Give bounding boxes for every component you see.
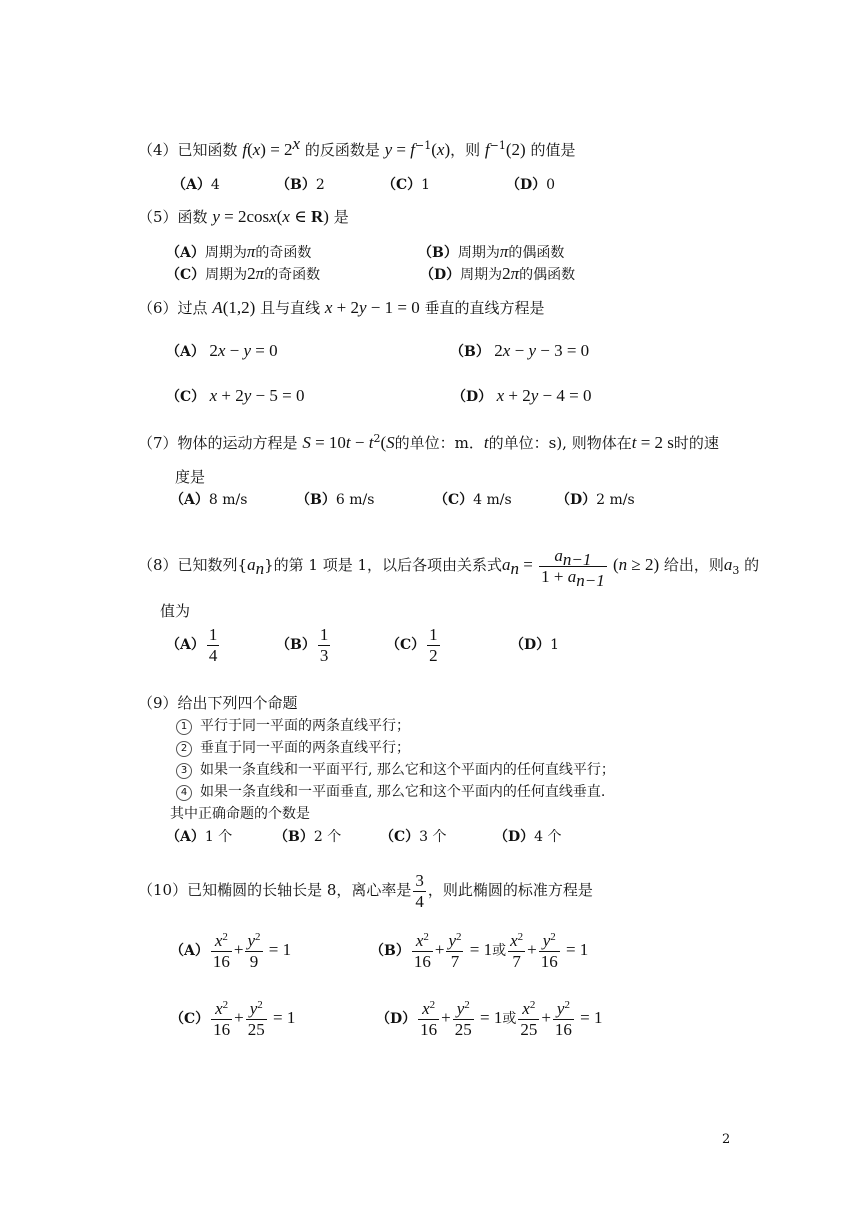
- question-number: （9）: [138, 694, 178, 712]
- option-a: （A）8 m/s: [170, 492, 248, 508]
- formula: f: [242, 140, 248, 159]
- option-c: （C） $\frac{1}{2}$: [386, 624, 438, 665]
- question-number: （8）: [138, 556, 178, 574]
- fraction: $\frac{a_{n-1}}{1 + a_{n-1}}$: [541, 545, 605, 590]
- formula: A: [212, 298, 223, 317]
- option-d: （D）1: [510, 637, 560, 653]
- question-6: （6）过点 A(1,2) 且与直线 x + 2y − 1 = 0 垂直的直线方程是: [138, 298, 545, 317]
- option-c: （C）1: [382, 177, 431, 193]
- option-b: （B） $\frac{x^2}{16}$ + $\frac{y^2}{7}$ = 1或 $\frac{x^2}{7}$ + $\frac{y^2}{16}$ = 1: [370, 930, 589, 971]
- option-a: （A）4: [172, 177, 220, 193]
- proposition-1: 1 平行于同一平面的两条直线平行；: [176, 716, 410, 736]
- question-number: （6）: [138, 299, 178, 317]
- question-10: （10）已知椭圆的长轴长是 8，离心率是 $\frac{3}{4}$ ，则此椭圆的标准方程是: [138, 870, 593, 911]
- formula: y: [212, 207, 220, 226]
- option-b: （B）周期为π的偶函数: [418, 242, 565, 261]
- formula: x: [324, 298, 333, 317]
- option-a: （A）周期为π的奇函数: [166, 242, 312, 261]
- question-4: （4）已知函数 $f(x) = 2^x$ 的反函数是 $y = f^{-1}(x)$，则 $f^{-1}(2)$ 的值是: [138, 134, 576, 159]
- formula: a: [502, 555, 511, 574]
- option-b: （B）2: [276, 177, 325, 193]
- option-c: （C） x + 2y − 5 = 0: [166, 386, 305, 405]
- formula: a: [723, 555, 733, 574]
- option-d: （D）4 个: [494, 829, 562, 845]
- option-d: （D） $\frac{x^2}{16}$ + $\frac{y^2}{25}$ = 1或 $\frac{x^2}{25}$ + $\frac{y^2}{16}$ = 1: [376, 998, 603, 1039]
- option-d: （D）0: [506, 177, 556, 193]
- formula: t: [631, 433, 637, 452]
- question-number: （10）: [138, 881, 188, 899]
- proposition-4: 4 如果一条直线和一平面垂直, 那么它和这个平面内的任何直线垂直.: [176, 782, 605, 802]
- option-a: （A） 2x − y = 0: [166, 341, 278, 360]
- option-b: （B）6 m/s: [296, 492, 375, 508]
- proposition-3: 3 如果一条直线和一平面平行, 那么它和这个平面内的任何直线平行；: [176, 760, 615, 780]
- option-c: （C）4 m/s: [434, 492, 512, 508]
- question-9: （9）给出下列四个命题: [138, 694, 298, 712]
- question-7-line2: 度是: [175, 468, 206, 486]
- option-a: （A） $\frac{1}{4}$: [166, 624, 218, 665]
- option-c: （C）3 个: [380, 829, 447, 845]
- option-c: （C） $\frac{x^2}{16}$ + $\frac{y^2}{25}$ = 1: [170, 998, 296, 1039]
- option-b: （B）2 个: [274, 829, 342, 845]
- option-d: （D）2 m/s: [556, 492, 635, 508]
- option-a: （A）1 个: [166, 829, 233, 845]
- question-number: （5）: [138, 208, 178, 226]
- question-number: （7）: [138, 434, 178, 452]
- option-b: （B） 2x − y − 3 = 0: [450, 341, 590, 360]
- option-a: （A） $\frac{x^2}{16}$ + $\frac{y^2}{9}$ = 1: [170, 930, 292, 971]
- option-c: （C）周期为2π的奇函数: [166, 264, 321, 283]
- fraction: $\frac{3}{4}$: [415, 870, 424, 911]
- option-d: （D） x + 2y − 4 = 0: [452, 386, 592, 405]
- option-b: （B） $\frac{1}{3}$: [276, 624, 329, 665]
- formula: f: [484, 140, 490, 159]
- question-5: （5）函数 y = 2cosx(x ∈ R) 是: [138, 207, 349, 226]
- question-number: （4）: [138, 141, 178, 159]
- proposition-2: 2 垂直于同一平面的两条直线平行；: [176, 738, 410, 758]
- question-8: （8）已知数列$\{a_n\}$的第 1 项是 1，以后各项由关系式$a_n$ = $\frac{a_{n-1}}{1 + a_{n-1}}$ (n ≥ 2) 给出，则$a_3$ 的: [138, 545, 760, 590]
- question-9-summary: 其中正确命题的个数是: [170, 806, 310, 822]
- question-8-line2: 值为: [160, 602, 191, 620]
- option-d: （D）周期为2π的偶函数: [420, 264, 576, 283]
- question-7: （7）物体的运动方程是 $S = 10t - t^2(S$的单位：m．t的单位：s), 则物体在t = 2 s时的速: [138, 432, 719, 452]
- formula: y: [384, 140, 393, 159]
- page-number: 2: [722, 1132, 731, 1147]
- formula: S: [302, 433, 311, 452]
